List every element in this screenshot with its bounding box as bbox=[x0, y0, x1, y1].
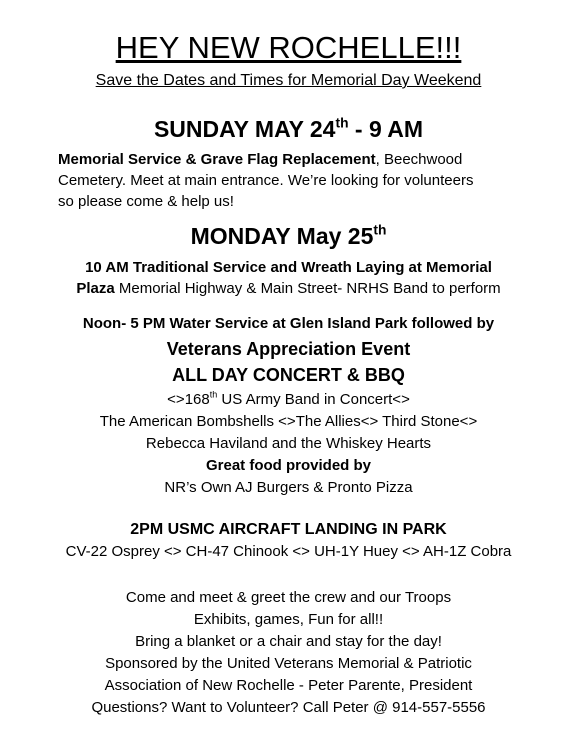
monday-service-title-a: Traditional Service and Wreath Laying at Memorial bbox=[128, 259, 492, 276]
sunday-heading-main: SUNDAY MAY 24 bbox=[153, 116, 336, 142]
closing-3-text: Bring a blanket or a chair and stay for the day! bbox=[135, 633, 442, 650]
monday-service-line-1 bbox=[0, 259, 577, 276]
closing-line-3 bbox=[0, 633, 577, 650]
flyer-title bbox=[0, 30, 577, 66]
closing-line-4 bbox=[0, 655, 577, 672]
veterans-event-text: Veterans Appreciation Event bbox=[166, 339, 411, 359]
flyer-subtitle bbox=[0, 72, 577, 90]
closing-line-2 bbox=[0, 611, 577, 628]
concert-heading-text: ALL DAY CONCERT & BBQ bbox=[172, 365, 405, 385]
sunday-desc-line-3 bbox=[58, 193, 538, 210]
aircraft-list-text: CV-22 Osprey <> CH-47 Chinook <> UH-1Y Huey <> AH-1Z Cobra bbox=[65, 543, 512, 560]
bands-line-text: The American Bombshells <>The Allies<> Third Stone<> bbox=[99, 413, 478, 430]
army-band-line bbox=[0, 391, 577, 408]
flyer-title-text: HEY NEW ROCHELLE!!! bbox=[115, 30, 462, 65]
monday-service-line-2 bbox=[0, 280, 577, 297]
closing-4-text: Sponsored by the United Veterans Memorial & Patriotic bbox=[105, 655, 472, 672]
sunday-desc-line-2 bbox=[58, 172, 538, 189]
monday-noon-line bbox=[0, 315, 577, 332]
sunday-service-name: Memorial Service & Grave Flag Replacement bbox=[58, 151, 376, 168]
bands-line-2 bbox=[0, 435, 577, 452]
monday-service-location: Memorial Highway & Main Street- NRHS Band to perform bbox=[114, 280, 501, 297]
monday-heading bbox=[0, 223, 577, 250]
army-band-rest: US Army Band in Concert<> bbox=[217, 391, 410, 408]
concert-heading bbox=[0, 365, 577, 386]
sunday-heading-sup: th bbox=[335, 115, 349, 131]
closing-line-6 bbox=[0, 699, 577, 716]
army-band-sup: th bbox=[209, 389, 218, 400]
sunday-desc-3-text: so please come & help us! bbox=[58, 193, 234, 210]
closing-line-1 bbox=[0, 589, 577, 606]
sunday-desc-2-text: Cemetery. Meet at main entrance. We’re looking for volunteers bbox=[58, 172, 474, 189]
sunday-desc-line-1 bbox=[58, 151, 538, 168]
army-band-prefix: <>168 bbox=[167, 391, 210, 408]
monday-noon-text: Water Service at Glen Island Park followed by bbox=[165, 315, 495, 332]
sunday-heading bbox=[0, 116, 577, 143]
bands-line bbox=[0, 413, 577, 430]
closing-6-text: Questions? Want to Volunteer? Call Peter @ 914-557-5556 bbox=[91, 699, 486, 716]
flyer-subtitle-text: Save the Dates and Times for Memorial Day Weekend bbox=[95, 72, 482, 89]
food-line bbox=[0, 479, 577, 496]
closing-5-text: Association of New Rochelle - Peter Parente, President bbox=[104, 677, 473, 694]
sunday-location: , Beechwood bbox=[375, 151, 463, 168]
aircraft-list bbox=[0, 543, 577, 560]
closing-line-5 bbox=[0, 677, 577, 694]
bands-line-2-text: Rebecca Haviland and the Whiskey Hearts bbox=[145, 435, 432, 452]
monday-service-title-b: Plaza bbox=[76, 280, 115, 297]
veterans-event bbox=[0, 339, 577, 360]
food-line-text: NR’s Own AJ Burgers & Pronto Pizza bbox=[164, 479, 413, 496]
closing-1-text: Come and meet & greet the crew and our Troops bbox=[125, 589, 452, 606]
aircraft-heading-text: 2PM USMC AIRCRAFT LANDING IN PARK bbox=[130, 521, 447, 538]
monday-service-time: 10 AM bbox=[85, 259, 129, 276]
monday-heading-sup: th bbox=[373, 222, 387, 238]
monday-heading-main: MONDAY May 25 bbox=[190, 223, 374, 249]
sunday-heading-rest: - 9 AM bbox=[348, 116, 424, 142]
closing-2-text: Exhibits, games, Fun for all!! bbox=[193, 611, 384, 628]
aircraft-heading bbox=[0, 521, 577, 539]
food-heading-text: Great food provided by bbox=[205, 457, 371, 474]
monday-noon-time: Noon- 5 PM bbox=[82, 315, 166, 332]
food-heading bbox=[0, 457, 577, 474]
